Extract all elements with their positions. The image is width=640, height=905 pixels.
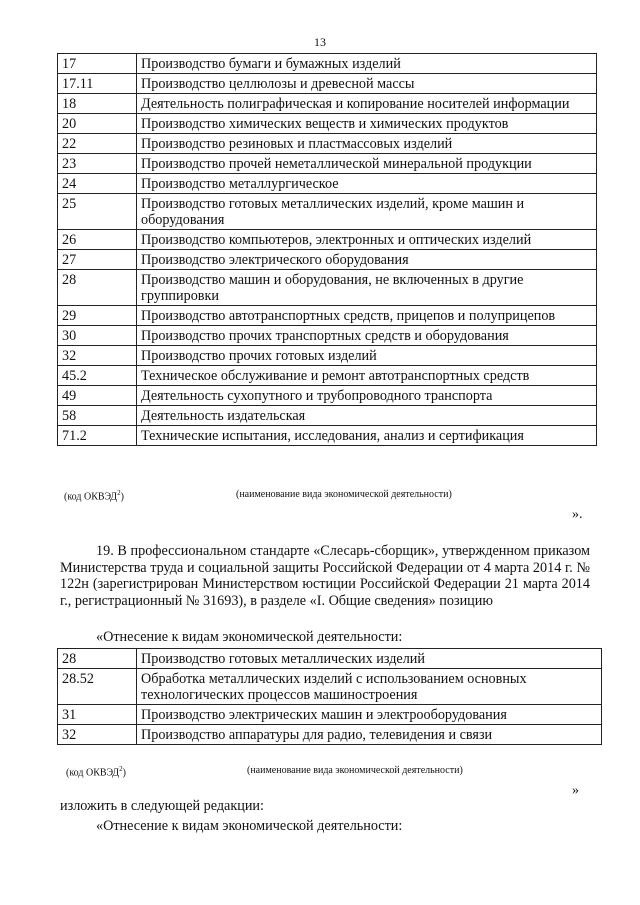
okved-code-cell: 28.52	[58, 669, 137, 705]
okved-code-cell: 29	[58, 306, 137, 326]
okved-code-cell: 18	[58, 94, 137, 114]
activity-name-cell: Производство резиновых и пластмассовых изделий	[137, 134, 597, 154]
activity-name-caption-2: (наименование вида экономической деятельности)	[247, 765, 463, 776]
table-row	[58, 346, 597, 366]
okved-code-cell: 32	[58, 725, 137, 745]
activity-name-caption-1: (наименование вида экономической деятельности)	[236, 489, 452, 500]
okved-code-cell: 30	[58, 326, 137, 346]
okved-code-cell: 23	[58, 154, 137, 174]
okved-code-caption-text: (код ОКВЭД	[64, 491, 118, 503]
okved-code-cell: 28	[58, 270, 137, 306]
footnote-ref: 2	[119, 765, 123, 773]
closing-quote-1: ».	[572, 507, 583, 522]
table-row	[58, 366, 597, 386]
okved-code-cell: 22	[58, 134, 137, 154]
footnote-ref: 2	[117, 489, 121, 497]
okved-code-caption-1	[64, 489, 124, 502]
table-row	[58, 74, 597, 94]
okved-code-caption-text: (код ОКВЭД	[66, 767, 120, 779]
okved-code-cell: 24	[58, 174, 137, 194]
activity-name-cell: Производство химических веществ и химических продуктов	[137, 114, 597, 134]
table-row	[58, 134, 597, 154]
table-row	[58, 270, 597, 306]
table-row	[58, 649, 602, 669]
okved-table-main	[57, 53, 597, 446]
okved-code-cell: 27	[58, 250, 137, 270]
okved-table-old	[57, 648, 602, 745]
okved-code-cell: 26	[58, 230, 137, 250]
position-intro: «Отнесение к видам экономической деятельности:	[96, 629, 403, 645]
table-row	[58, 94, 597, 114]
activity-name-cell: Производство электрического оборудования	[137, 250, 597, 270]
activity-name-cell: Производство аппаратуры для радио, телевидения и связи	[137, 725, 602, 745]
table-row	[58, 386, 597, 406]
page-number: 13	[314, 35, 326, 49]
edit-instruction: изложить в следующей редакции:	[60, 798, 264, 814]
activity-name-cell: Деятельность сухопутного и трубопроводного транспорта	[137, 386, 597, 406]
activity-name-cell: Производство компьютеров, электронных и оптических изделий	[137, 230, 597, 250]
table-row	[58, 426, 597, 446]
table-row	[58, 230, 597, 250]
activity-name-cell: Производство металлургическое	[137, 174, 597, 194]
activity-name-cell: Производство бумаги и бумажных изделий	[137, 54, 597, 74]
activity-name-cell: Деятельность издательская	[137, 406, 597, 426]
table-row	[58, 406, 597, 426]
activity-name-cell: Производство целлюлозы и древесной массы	[137, 74, 597, 94]
activity-name-cell: Производство готовых металлических изделий	[137, 649, 602, 669]
activity-name-cell: Производство машин и оборудования, не включенных в другие группировки	[137, 270, 597, 306]
activity-name-cell: Техническое обслуживание и ремонт автотранспортных средств	[137, 366, 597, 386]
new-position-intro: «Отнесение к видам экономической деятельности:	[96, 818, 403, 834]
okved-code-cell: 49	[58, 386, 137, 406]
okved-code-cell: 20	[58, 114, 137, 134]
activity-name-cell: Производство готовых металлических изделий, кроме машин и оборудования	[137, 194, 597, 230]
okved-code-cell: 17	[58, 54, 137, 74]
paragraph-19: 19. В профессиональном стандарте «Слесарь-сборщик», утвержденном приказом Министерства труда и социальной защиты Российской Федерации от 4 марта 2014 г. № 122н (зарегистрирован Министерством юстиции Российской Федерации 21 марта 2014 г., регистрационный № 31693), в разделе «I. Общие сведения» позицию	[60, 543, 590, 609]
okved-code-caption-close: )	[122, 767, 126, 779]
table-row	[58, 54, 597, 74]
okved-code-caption-2	[66, 765, 126, 778]
activity-name-cell: Производство прочих транспортных средств и оборудования	[137, 326, 597, 346]
activity-name-cell: Производство прочих готовых изделий	[137, 346, 597, 366]
okved-code-cell: 32	[58, 346, 137, 366]
table-row	[58, 174, 597, 194]
table-row	[58, 250, 597, 270]
okved-code-cell: 45.2	[58, 366, 137, 386]
closing-quote-2: »	[572, 783, 579, 798]
table-row	[58, 326, 597, 346]
table-row	[58, 705, 602, 725]
activity-name-cell: Производство прочей неметаллической минеральной продукции	[137, 154, 597, 174]
table-row	[58, 114, 597, 134]
activity-name-cell: Деятельность полиграфическая и копирование носителей информации	[137, 94, 597, 114]
activity-name-cell: Производство электрических машин и электрооборудования	[137, 705, 602, 725]
okved-code-cell: 28	[58, 649, 137, 669]
okved-code-cell: 31	[58, 705, 137, 725]
table-row	[58, 725, 602, 745]
table-row	[58, 194, 597, 230]
okved-table-old-body	[58, 649, 602, 745]
okved-code-caption-close: )	[120, 491, 124, 503]
table-row	[58, 306, 597, 326]
okved-code-cell: 25	[58, 194, 137, 230]
activity-name-cell: Производство автотранспортных средств, прицепов и полуприцепов	[137, 306, 597, 326]
table-row	[58, 669, 602, 705]
okved-code-cell: 58	[58, 406, 137, 426]
activity-name-cell: Обработка металлических изделий с использованием основных технологических процессов машиностроения	[137, 669, 602, 705]
activity-name-cell: Технические испытания, исследования, анализ и сертификация	[137, 426, 597, 446]
table-row	[58, 154, 597, 174]
okved-code-cell: 71.2	[58, 426, 137, 446]
okved-table-main-body	[58, 54, 597, 446]
okved-code-cell: 17.11	[58, 74, 137, 94]
